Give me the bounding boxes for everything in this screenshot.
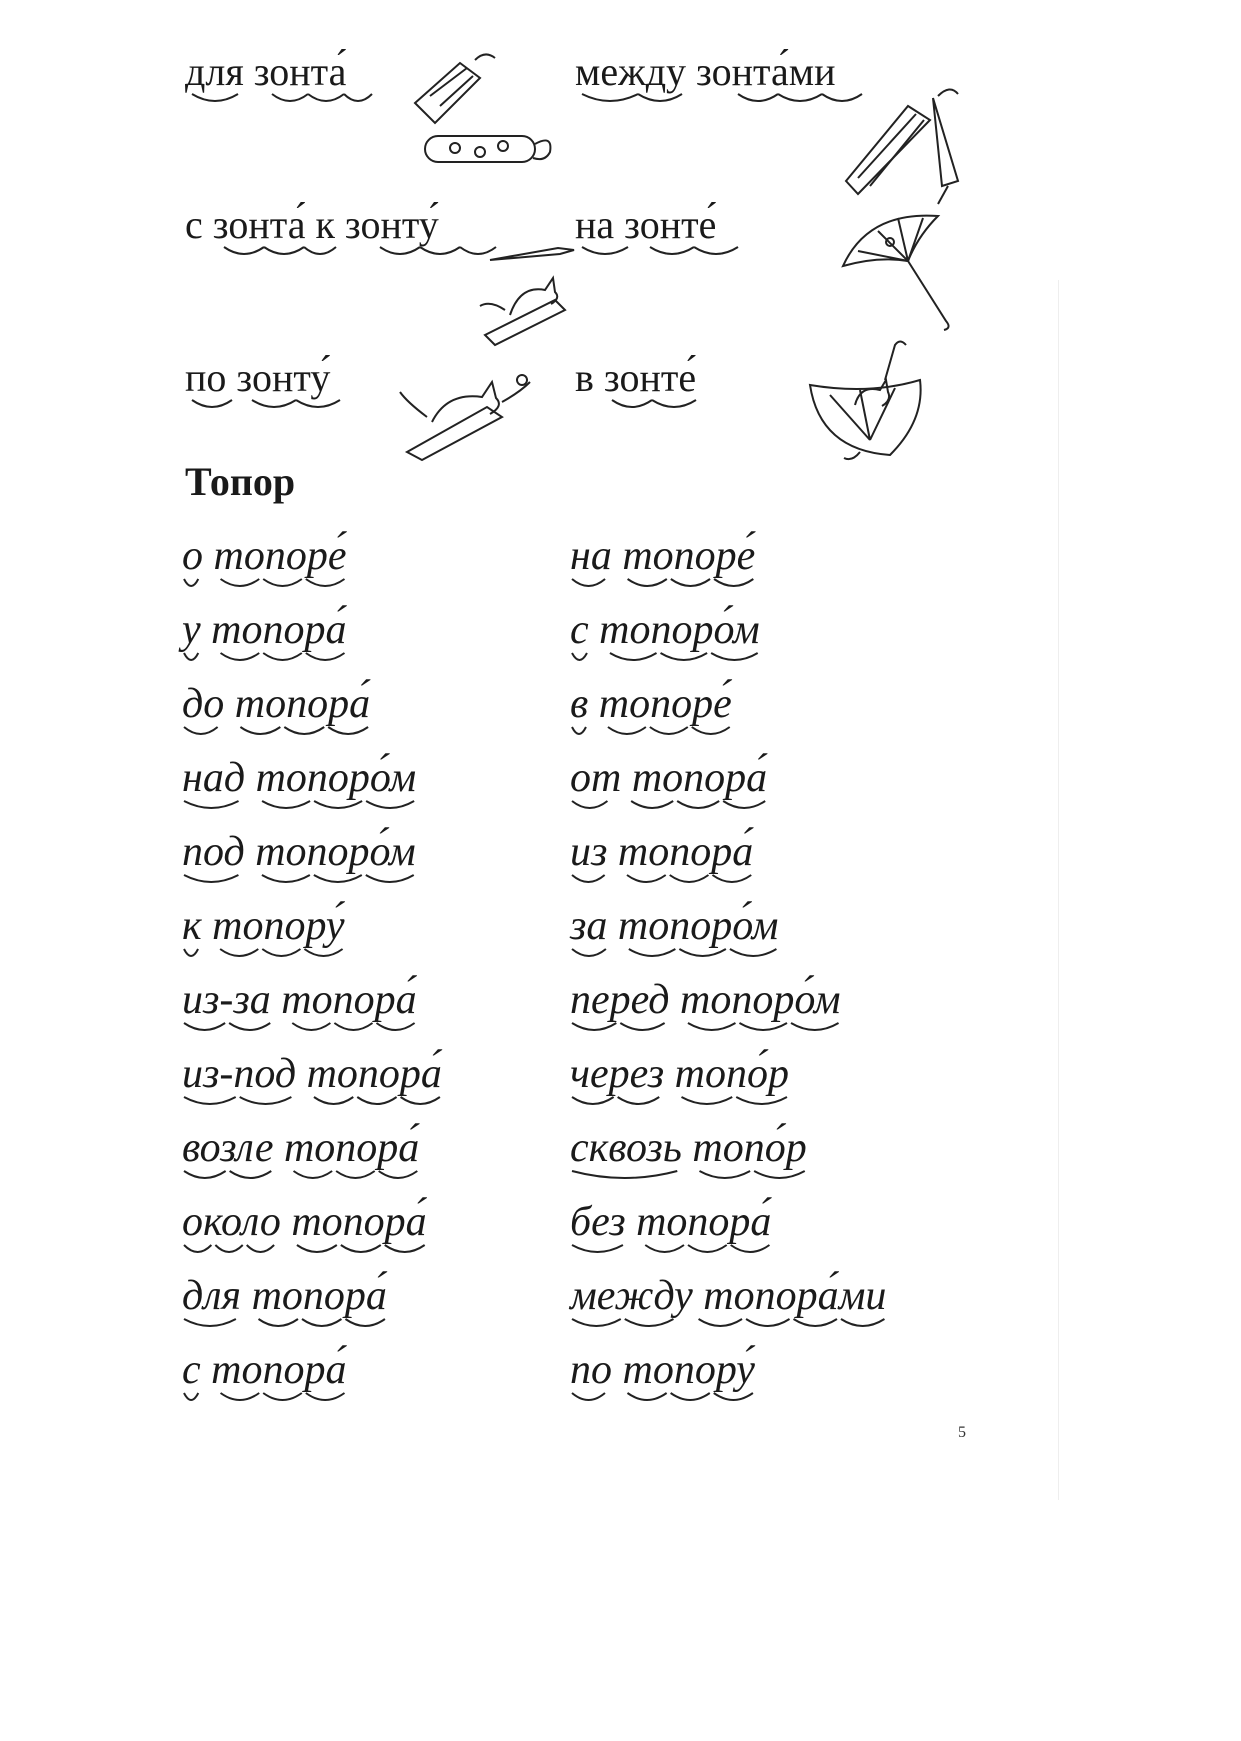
syllable-arc: [572, 1097, 614, 1104]
axe-phrase-left: возле топора́: [182, 1125, 420, 1171]
section-heading: Топор: [185, 459, 296, 504]
axe-phrase-right: на топоре́: [570, 533, 756, 579]
syllable-arc: [699, 1319, 742, 1326]
syllable-arc: [714, 579, 753, 586]
page-number: 5: [958, 1424, 966, 1441]
syllable-arc: [263, 653, 302, 660]
syllable-arc: [688, 1245, 727, 1252]
syllable-arc: [572, 579, 605, 586]
syllable-arc: [215, 1245, 242, 1252]
umbrella-phrase-right: между зонта́ми: [575, 49, 836, 94]
syllable-arc: [692, 727, 730, 734]
syllable-arc: [723, 801, 765, 808]
syllable-arc: [221, 653, 260, 660]
syllable-arc: [184, 1171, 226, 1178]
syllable-arc: [688, 1023, 736, 1030]
syllable-arc: [184, 1319, 236, 1326]
syllable-arc: [314, 1097, 353, 1104]
syllable-arc: [247, 1245, 274, 1252]
syllable-arc: [736, 1097, 787, 1104]
syllable-arc: [314, 801, 362, 808]
syllable-arc: [184, 727, 218, 734]
syllable-arc: [794, 1319, 837, 1326]
syllable-arc: [679, 949, 726, 956]
syllable-arc: [620, 1023, 664, 1030]
syllable-arc: [221, 1393, 260, 1400]
syllable-arc: [357, 1097, 396, 1104]
syllable-arc: [184, 949, 198, 956]
syllable-arc: [754, 1171, 805, 1178]
syllable-arc: [711, 653, 758, 660]
axe-phrase-right: перед топоро́м: [570, 977, 841, 1023]
syllable-arc: [284, 727, 324, 734]
syllable-arc: [625, 1319, 674, 1326]
axe-phrase-left: с топора́: [182, 1347, 347, 1393]
syllable-arc: [302, 1319, 341, 1326]
syllable-arc: [306, 653, 345, 660]
syllable-arc: [220, 949, 258, 956]
syllable-arc: [263, 579, 302, 586]
syllable-arc: [184, 801, 239, 808]
syllable-arc: [379, 1171, 418, 1178]
syllable-arc: [297, 1245, 337, 1252]
syllable-arc: [314, 875, 362, 882]
syllable-arc: [366, 801, 414, 808]
syllable-arc: [712, 875, 751, 882]
syllable-arc: [572, 653, 587, 660]
syllable-arc: [240, 1097, 292, 1104]
axe-phrase-left: у топора́: [182, 607, 347, 653]
axe-phrase-left: для топора́: [182, 1273, 387, 1319]
syllable-arc: [184, 579, 198, 586]
axe-phrase-right: через топо́р: [570, 1051, 789, 1097]
syllable-arc: [336, 1171, 375, 1178]
syllable-arc: [230, 1171, 272, 1178]
syllable-arc: [629, 949, 676, 956]
axe-phrase-left: из-за топора́: [182, 977, 417, 1023]
syllable-arc: [699, 1171, 750, 1178]
axe-phrase-left: о топоре́: [182, 533, 347, 579]
syllable-arc: [739, 1023, 787, 1030]
syllable-arc: [670, 875, 709, 882]
syllable-arc: [262, 801, 310, 808]
axe-phrase-left: под топоро́м: [182, 829, 416, 875]
syllable-arc: [334, 1023, 372, 1030]
syllable-arc: [294, 1171, 333, 1178]
syllable-arc: [671, 1393, 710, 1400]
syllable-arc: [677, 801, 719, 808]
syllable-arc: [572, 1171, 677, 1178]
syllable-arc: [618, 1097, 660, 1104]
syllable-arc: [341, 1245, 381, 1252]
axe-phrase-right: между топора́ми: [570, 1273, 887, 1319]
syllable-arc: [304, 949, 342, 956]
syllable-arc: [572, 1393, 605, 1400]
syllable-arc: [229, 1023, 270, 1030]
syllable-arc: [262, 949, 300, 956]
axe-phrase-left: над топоро́м: [182, 755, 417, 801]
syllable-arc: [661, 653, 708, 660]
axe-phrase-right: без топора́: [570, 1199, 772, 1245]
umbrella-phrase-right: на зонте́: [575, 202, 717, 247]
syllable-arc: [184, 1097, 236, 1104]
syllable-arc: [645, 1245, 684, 1252]
syllable-arc: [221, 579, 260, 586]
syllable-arc: [627, 1393, 666, 1400]
syllable-arc: [572, 1245, 623, 1252]
syllable-arc: [240, 727, 280, 734]
syllable-arc: [292, 1023, 330, 1030]
axe-phrase-left: около топора́: [182, 1199, 427, 1245]
syllable-arc: [627, 875, 666, 882]
umbrella-phrase-left: с зонта́ к зонту́: [185, 202, 439, 247]
page-edge: [1058, 280, 1059, 1500]
syllable-arc: [345, 1319, 384, 1326]
syllable-arc: [572, 1319, 621, 1326]
umbrella-phrase-right: в зонте́: [575, 355, 697, 400]
axe-phrase-right: в топоре́: [570, 681, 732, 727]
syllable-arc: [572, 727, 586, 734]
syllable-arc: [184, 1393, 198, 1400]
syllable-arc: [841, 1319, 884, 1326]
syllable-arc: [572, 801, 607, 808]
axe-phrase-right: с топоро́м: [570, 607, 760, 653]
axe-phrase-right: сквозь топо́р: [570, 1125, 807, 1171]
syllable-arc: [184, 1023, 225, 1030]
syllable-arc: [730, 949, 777, 956]
syllable-arc: [259, 1319, 298, 1326]
umbrella-phrase-left: по зонту́: [185, 355, 331, 400]
syllable-arc: [366, 875, 414, 882]
syllable-arc: [572, 875, 605, 882]
syllable-arc: [263, 1393, 302, 1400]
axe-phrase-right: от топора́: [570, 755, 768, 801]
syllable-arc: [746, 1319, 789, 1326]
axe-phrase-left: до топора́: [182, 681, 371, 727]
syllable-arc: [401, 1097, 440, 1104]
syllable-arc: [184, 1245, 211, 1252]
umbrella-phrase-left: для зонта́: [185, 49, 347, 94]
syllable-arc: [628, 579, 667, 586]
syllable-arc: [650, 727, 688, 734]
syllable-arc: [681, 1097, 732, 1104]
syllable-arc: [731, 1245, 770, 1252]
syllable-arc: [262, 875, 310, 882]
syllable-arc: [791, 1023, 839, 1030]
axe-phrase-left: к топору́: [182, 903, 345, 949]
syllable-arc: [572, 949, 606, 956]
axe-phrase-left: из-под топора́: [182, 1051, 442, 1097]
syllable-arc: [714, 1393, 753, 1400]
syllable-arc: [306, 579, 345, 586]
syllable-arc: [385, 1245, 425, 1252]
axe-phrase-right: по топору́: [570, 1347, 755, 1393]
syllable-arc: [608, 727, 646, 734]
axe-phrase-right: из топора́: [570, 829, 754, 875]
syllable-arc: [572, 1023, 616, 1030]
syllable-arc: [376, 1023, 414, 1030]
syllable-arc: [328, 727, 368, 734]
syllable-arc: [671, 579, 710, 586]
syllable-arc: [631, 801, 673, 808]
syllable-arc: [184, 653, 198, 660]
syllable-arc: [184, 875, 238, 882]
syllable-arc: [610, 653, 657, 660]
syllable-arc: [306, 1393, 345, 1400]
axe-phrase-right: за топоро́м: [570, 903, 779, 949]
